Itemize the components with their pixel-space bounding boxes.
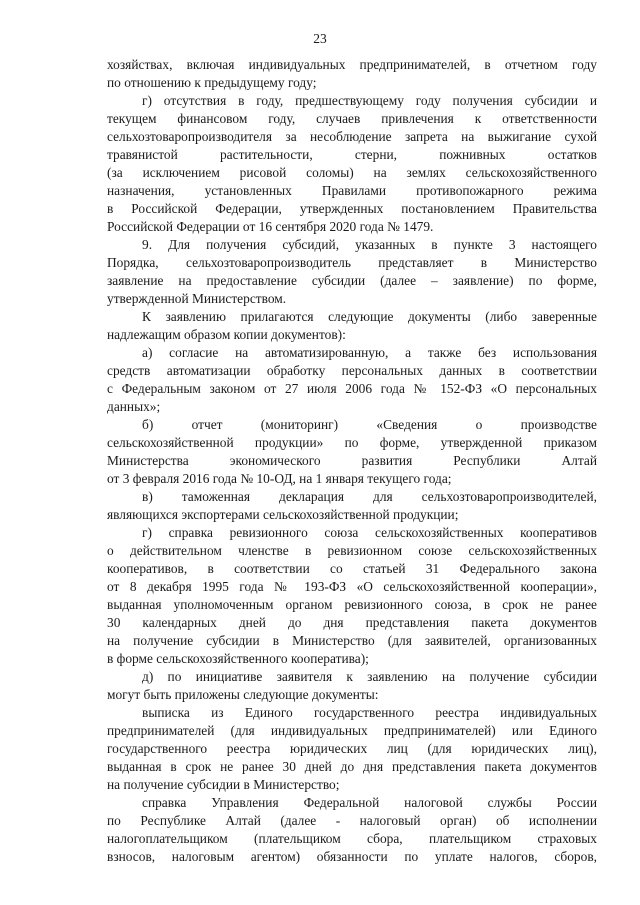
text-line: Порядка, сельхозтоваропроизводитель представляет в Министерство (107, 255, 597, 270)
text-line: 9. Для получения субсидий, указанных в пункте 3 настоящего (142, 237, 597, 252)
paragraph (107, 308, 597, 344)
text-line: в Российской Федерации, утвержденных постановлением Правительства (107, 201, 597, 216)
text-line: в) таможенная декларация для сельхозтоваропроизводителей, (142, 489, 597, 504)
paragraph (107, 704, 597, 794)
paragraph (107, 92, 597, 236)
text-line: сельхозтоваропроизводителя за несоблюдение запрета на выжигание сухой (107, 129, 597, 144)
text-line: в форме сельскохозяйственного кооператива); (107, 651, 369, 666)
text-line: заявление на предоставление субсидии (далее – заявление) по форме, (107, 273, 597, 288)
text-line: б) отчет (мониторинг) «Сведения о производстве (142, 417, 597, 432)
text-line: г) справка ревизионного союза сельскохозяйственных кооперативов (142, 525, 597, 540)
text-line: (за исключением рисовой соломы) на землях сельскохозяйственного (107, 165, 597, 180)
text-line: по Республике Алтай (далее - налоговый орган) об исполнении (107, 813, 597, 828)
paragraph (107, 668, 597, 704)
text-line: выписка из Единого государственного реестра индивидуальных (142, 705, 597, 720)
text-line: надлежащим образом копии документов): (107, 327, 346, 342)
text-line: налогоплательщиком (плательщиком сбора, плательщиком страховых (107, 831, 597, 846)
text-line: г) отсутствия в году, предшествующему году получения субсидии и (142, 93, 597, 108)
text-line: справка Управления Федеральной налоговой службы России (142, 795, 597, 810)
paragraph (107, 488, 597, 524)
text-line: могут быть приложены следующие документы: (107, 687, 379, 702)
paragraph (107, 236, 597, 308)
text-line: Российской Федерации от 16 сентября 2020 года № 1479. (107, 219, 434, 234)
page-number: 23 (313, 31, 327, 46)
paragraph (107, 524, 597, 668)
text-line: предпринимателей (для индивидуальных предпринимателей) или Единого (107, 723, 597, 738)
text-line: д) по инициативе заявителя к заявлению на получение субсидии (142, 669, 597, 684)
text-line: от 3 февраля 2016 года № 10-ОД, на 1 января текущего года; (107, 471, 452, 486)
text-line: а) согласие на автоматизированную, а также без использования (142, 345, 597, 360)
text-line: о действительном членстве в ревизионном союзе сельскохозяйственных (107, 543, 597, 558)
text-line: хозяйствах, включая индивидуальных предпринимателей, в отчетном году (107, 57, 597, 72)
document-body (107, 56, 597, 866)
text-line: текущем финансовом году, случаев привлечения к ответственности (107, 111, 597, 126)
text-line: сельскохозяйственной продукции» по форме, утвержденной приказом (107, 435, 597, 450)
text-line: данных»; (107, 399, 161, 414)
text-line: на получение субсидии в Министерство; (107, 777, 340, 792)
text-line: по отношению к предыдущему году; (107, 75, 317, 90)
paragraph (107, 344, 597, 416)
text-line: 30 календарных дней до дня представления пакета документов (107, 615, 597, 630)
paragraph (107, 416, 597, 488)
text-line: кооперативов, в соответствии со статьей 31 Федерального закона (107, 561, 597, 576)
paragraph (107, 794, 597, 866)
text-line: с Федеральным законом от 27 июля 2006 года № 152-ФЗ «О персональных (107, 381, 597, 396)
text-line: утвержденной Министерством. (107, 291, 287, 306)
text-line: на получение субсидии в Министерство (для заявителей, организованных (107, 633, 597, 648)
text-line: государственного реестра юридических лиц (для юридических лиц), (107, 741, 597, 756)
text-line: К заявлению прилагаются следующие документы (либо заверенные (142, 309, 597, 324)
text-line: взносов, налоговым агентом) обязанности по уплате налогов, сборов, (107, 849, 597, 864)
paragraph (107, 56, 597, 92)
text-line: выданная уполномоченным органом ревизионного союза, в срок не ранее (107, 597, 597, 612)
text-line: назначения, установленных Правилами противопожарного режима (107, 183, 597, 198)
text-line: Министерства экономического развития Республики Алтай (107, 453, 597, 468)
text-line: являющихся экспортерами сельскохозяйственной продукции; (107, 507, 459, 522)
text-line: травянистой растительности, стерни, пожнивных остатков (107, 147, 597, 162)
text-line: выданная в срок не ранее 30 дней до дня представления пакета документов (107, 759, 597, 774)
text-line: средств автоматизации обработку персональных данных в соответствии (107, 363, 597, 378)
text-line: от 8 декабря 1995 года № 193-ФЗ «О сельскохозяйственной кооперации», (107, 579, 597, 594)
